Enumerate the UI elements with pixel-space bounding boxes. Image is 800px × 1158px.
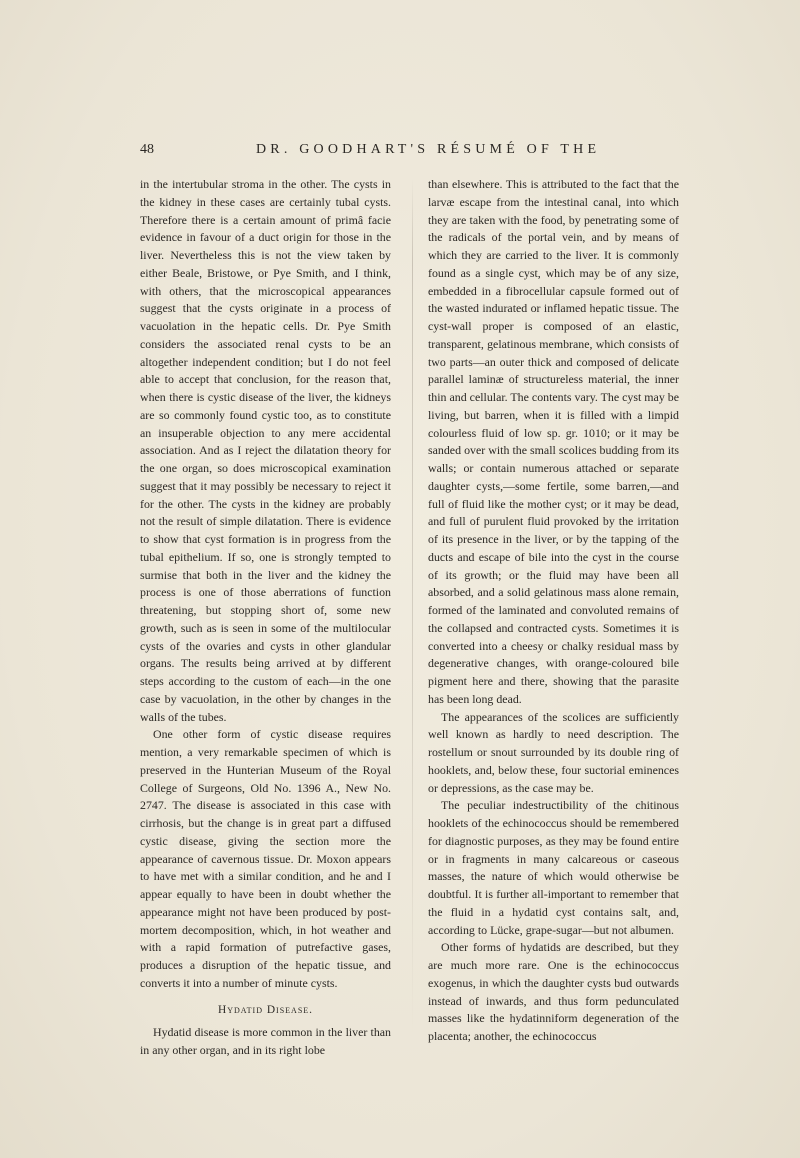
left-paragraph-1: in the intertubular stroma in the other. The cysts in the kidney in these cases are certainly tubal cysts. Therefore there is a certain amount of primâ facie evidence in favour of a duct origin for those in the liver. Nevertheless this is not the view taken by either Beale, Bristowe, or Pye Smith, and I think, with others, that the microscopical appearances suggest that the cysts originate in a process of vacuolation in the hepatic cells. Dr. Pye Smith considers the associated renal cysts to be an altogether independent condition; but I do not feel able to accept that conclusion, for the reason that, when there is cystic disease of the liver, the kidneys are so commonly found cystic too, as to constitute an insuperable objection to any mere accidental association. And as I reject the dilatation theory for the one organ, so does microscopical examination suggest that it may possibly be necessary to reject it for the other. The cysts in the kidney are probably not the result of simple dilatation. There is evidence to show that cyst formation is in progress from the tubal epithelium. If so, one is strongly tempted to surmise that both in the liver and the kidney the process is one of those aberrations of function threatening, but stopping short of, some new growth, such as is seen in some of the multilocular cysts of the ovaries and cysts in other glandular organs. The results being arrived at by different steps according to the custom of each—in the one case by vacuolation, in the other by changes in the walls of the tubes. [140,177,391,724]
page-header [140,142,680,164]
section-heading: Hydatid Disease. [217,1003,314,1016]
page-number: 48 [140,142,154,157]
running-title: DR. GOODHART'S RÉSUMÉ OF THE [256,142,601,157]
right-paragraph-4: Other forms of hydatids are described, but they are much more rare. One is the echinococcus exogenus, in which the daughter cysts bud outwards instead of inwards, and thus form pedunculated masses like the hydatinniform degeneration of the placenta; another, the echinococcus [428,940,679,1043]
left-column [140,176,391,1060]
left-paragraph-2: One other form of cystic disease requires mention, a very remarkable specimen of which is preserved in the Hunterian Museum of the Royal College of Surgeons, Old No. 1396 A., New No. 2747. The disease is associated in this case with cirrhosis, but the change is in great part a diffused cystic disease, giving the section more the appearance of cavernous tissue. Dr. Moxon appears to have met with a similar condition, and he and I appear equally to have been in doubt whether the appearance might not have been produced by post-mortem decomposition, which, in hot weather and with a rapid formation of putrefactive gases, produces a disruption of the hepatic tissue, and converts it into a number of minute cysts. [140,727,391,990]
right-column [428,176,679,1046]
right-paragraph-2: The appearances of the scolices are sufficiently well known as hardly to need description. The rostellum or snout surrounded by its double ring of hooklets, and, below these, four suctorial eminences or depressions, as the case may be. [428,709,679,795]
left-section-paragraph-1: Hydatid disease is more common in the liver than in any other organ, and in its right lobe [140,1025,391,1057]
column-divider [412,178,413,1038]
right-paragraph-3: The peculiar indestructibility of the chitinous hooklets of the echinococcus should be remembered for diagnostic purposes, as they may be found entire or in fragments in many calcareous or caseous masses, the nature of which would otherwise be doubtful. It is further all-important to remember that the fluid in a hydatid cyst contains salt, and, according to Lücke, grape-sugar—but not albumen. [428,798,679,937]
right-paragraph-1: than elsewhere. This is attributed to the fact that the larvæ escape from the intestinal canal, into which they are taken with the food, by penetrating some of the radicals of the portal vein, and by means of which they are carried to the liver. It is commonly found as a single cyst, which may be of any size, embedded in a fibrocellular capsule formed out of the wasted indurated or inflamed hepatic tissue. The cyst-wall proper is composed of an elastic, transparent, gelatinous membrane, which consists of two parts—an outer thick and composed of delicate parallel laminæ of structureless material, the inner thin and cellular. The contents vary. The cyst may be living, but barren, when it is filled with a limpid colourless fluid of low sp. gr. 1010; or it may be sanded over with the small scolices budding from its walls; or contain numerous attached or separate daughter cysts,—some fertile, some barren,—and full of fluid like the mother cyst; or it may be dead, and full of purulent fluid provoked by the irritation of its presence in the liver, or by the tapping of the ducts and escape of bile into the cyst in the course of its growth; or the fluid may have been all absorbed, and a solid gelatinous mass alone remain, formed of the laminated and convoluted remains of the collapsed and contracted cysts. Sometimes it is converted into a cheesy or chalky residual mass by degenerative changes, with orange-coloured bile pigment here and there, showing that the parasite has been long dead. [428,177,679,706]
